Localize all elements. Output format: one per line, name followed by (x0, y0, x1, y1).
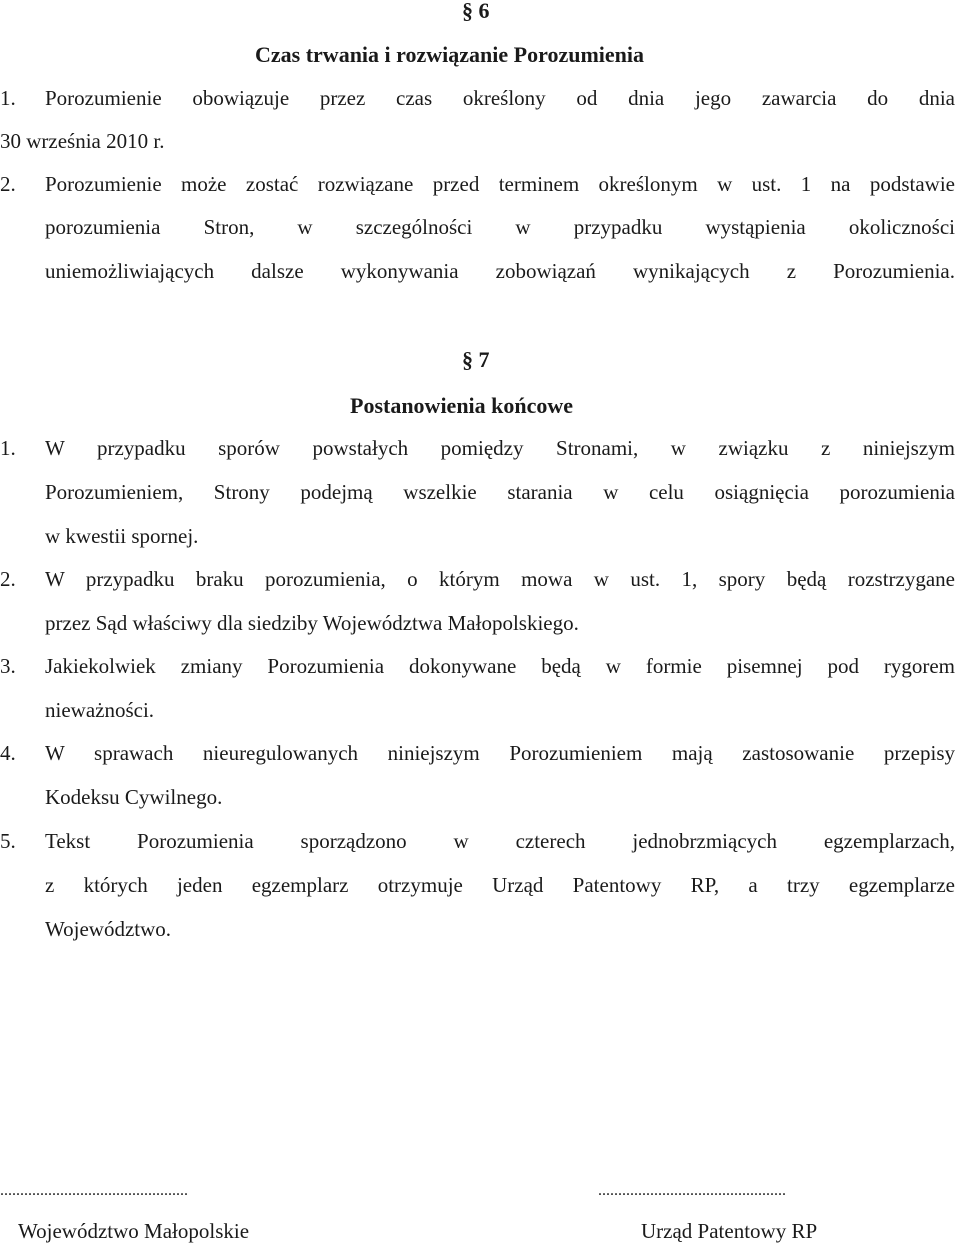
section-7-title: Postanowienia końcowe (350, 393, 574, 418)
section-6-number: § 6 (462, 0, 490, 23)
item-text-line: przez Sąd właściwy dla siedziby Województwa Małopolskiego. (45, 611, 579, 635)
item-number: 1. (0, 86, 16, 110)
right-signature-line: ............................................... (598, 1182, 786, 1199)
item-text-line: Kodeksu Cywilnego. (45, 785, 223, 809)
left-signature-label: Województwo Małopolskie (18, 1219, 250, 1243)
item-text-line: W przypadku braku porozumienia, o którym mowa w ust. 1, spory będą rozstrzygane (45, 567, 955, 591)
item-number: 1. (0, 436, 16, 460)
item-text-line: porozumienia Stron, w szczególności w przypadku wystąpienia okoliczności (45, 215, 955, 239)
item-text-line: w kwestii spornej. (45, 524, 199, 548)
item-text-line: Porozumienie obowiązuje przez czas określony od dnia jego zawarcia do dnia (45, 86, 955, 110)
item-number: 5. (0, 829, 16, 853)
item-text-line: uniemożliwiających dalsze wykonywania zobowiązań wynikających z Porozumienia. (45, 259, 955, 283)
item-text-line: 30 września 2010 r. (0, 129, 165, 153)
item-text-line: W przypadku sporów powstałych pomiędzy Stronami, w związku z niniejszym (45, 436, 955, 460)
item-text-line: Jakiekolwiek zmiany Porozumienia dokonywane będą w formie pisemnej pod rygorem (45, 654, 955, 678)
item-text-line: Porozumienie może zostać rozwiązane przed terminem określonym w ust. 1 na podstawie (45, 172, 955, 196)
item-text-line: Porozumieniem, Strony podejmą wszelkie starania w celu osiągnięcia porozumienia (45, 480, 955, 504)
section-6-title: Czas trwania i rozwiązanie Porozumienia (255, 42, 645, 67)
left-signature-line: ............................................... (0, 1182, 188, 1199)
item-number: 2. (0, 567, 16, 591)
item-number: 4. (0, 741, 16, 765)
section-7-number: § 7 (462, 347, 490, 372)
item-text-line: nieważności. (45, 698, 155, 722)
item-number: 2. (0, 172, 16, 196)
right-signature-label: Urząd Patentowy RP (641, 1219, 818, 1243)
item-number: 3. (0, 654, 16, 678)
item-text-line: W sprawach nieuregulowanych niniejszym Porozumieniem mają zastosowanie przepisy (45, 741, 955, 765)
item-text-line: Tekst Porozumienia sporządzono w czterech jednobrzmiących egzemplarzach, (45, 829, 955, 853)
item-text-line: Województwo. (45, 917, 172, 941)
item-text-line: z których jeden egzemplarz otrzymuje Urząd Patentowy RP, a trzy egzemplarze (45, 873, 955, 897)
